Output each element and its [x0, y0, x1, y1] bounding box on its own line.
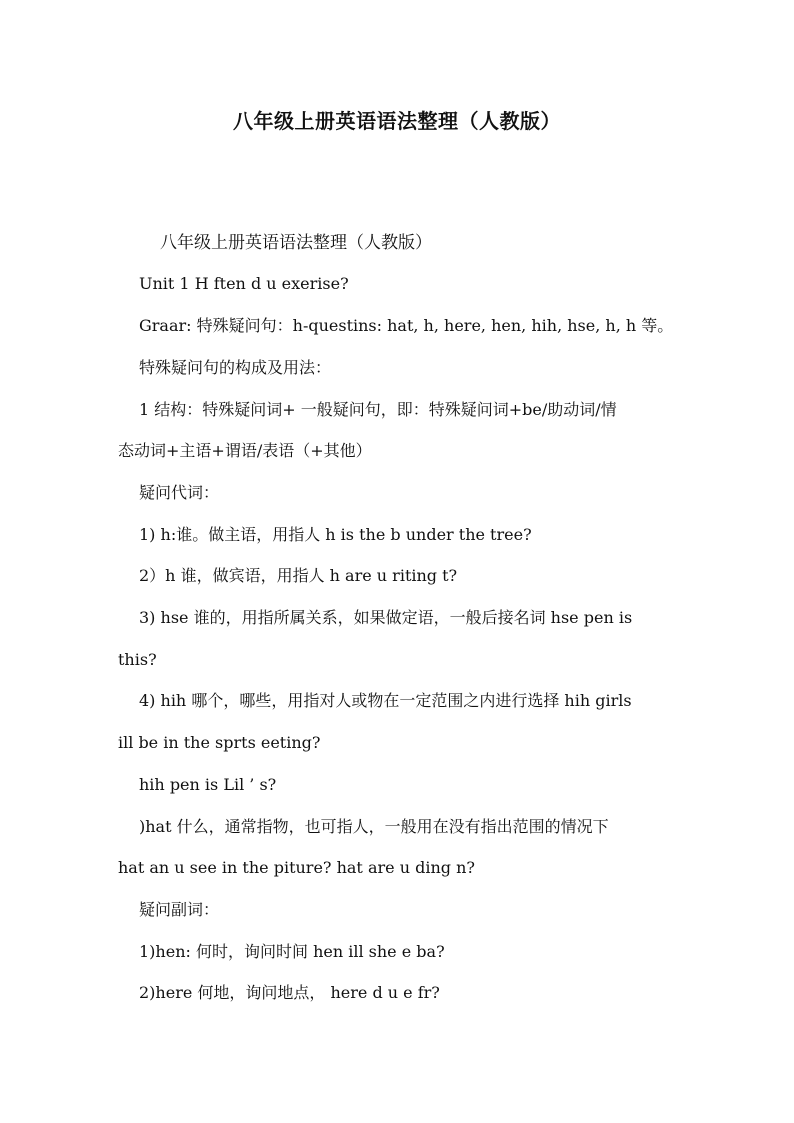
paragraph-line: 2)here 何地，询问地点， here d u e fr? [139, 983, 440, 1002]
paragraph-line: 3) hse 谁的，用指所属关系，如果做定语，一般后接名词 hse pen is [139, 608, 633, 627]
document-title: 八年级上册英语语法整理（人教版） [233, 109, 561, 133]
paragraph-line: this? [118, 650, 157, 669]
paragraph-line: 疑问副词： [139, 900, 220, 919]
paragraph-line: 态动词+主语+谓语/表语（+其他） [118, 441, 372, 460]
paragraph-line: hih pen is Lil ’ s? [139, 775, 277, 794]
paragraph-line: 特殊疑问句的构成及用法： [139, 358, 332, 377]
paragraph-line: 1) h:谁。做主语，用指人 h is the b under the tree? [139, 525, 532, 544]
paragraph-line: hat an u see in the piture? hat are u ding n? [118, 858, 475, 877]
paragraph-line: 1 结构：特殊疑问词+ 一般疑问句，即：特殊疑问词+be/助动词/情 [139, 400, 617, 419]
paragraph-line: )hat 什么，通常指物，也可指人，一般用在没有指出范围的情况下 [139, 817, 609, 836]
paragraph-line: 疑问代词： [139, 483, 220, 502]
paragraph-line: Graar: 特殊疑问句：h-questins: hat, h, here, hen, hih, hse, h, h 等。 [139, 316, 674, 335]
paragraph-line: 4) hih 哪个，哪些，用指对人或物在一定范围之内进行选择 hih girls [139, 691, 632, 710]
paragraph-line: 1)hen: 何时，询问时间 hen ill she e ba? [139, 942, 445, 961]
paragraph-line: 2）h 谁，做宾语，用指人 h are u riting t? [139, 566, 458, 585]
paragraph-line: ill be in the sprts eeting? [118, 733, 321, 752]
paragraph-line: Unit 1 H ften d u exerise? [139, 274, 349, 293]
document-subtitle: 八年级上册英语语法整理（人教版） [160, 233, 432, 253]
